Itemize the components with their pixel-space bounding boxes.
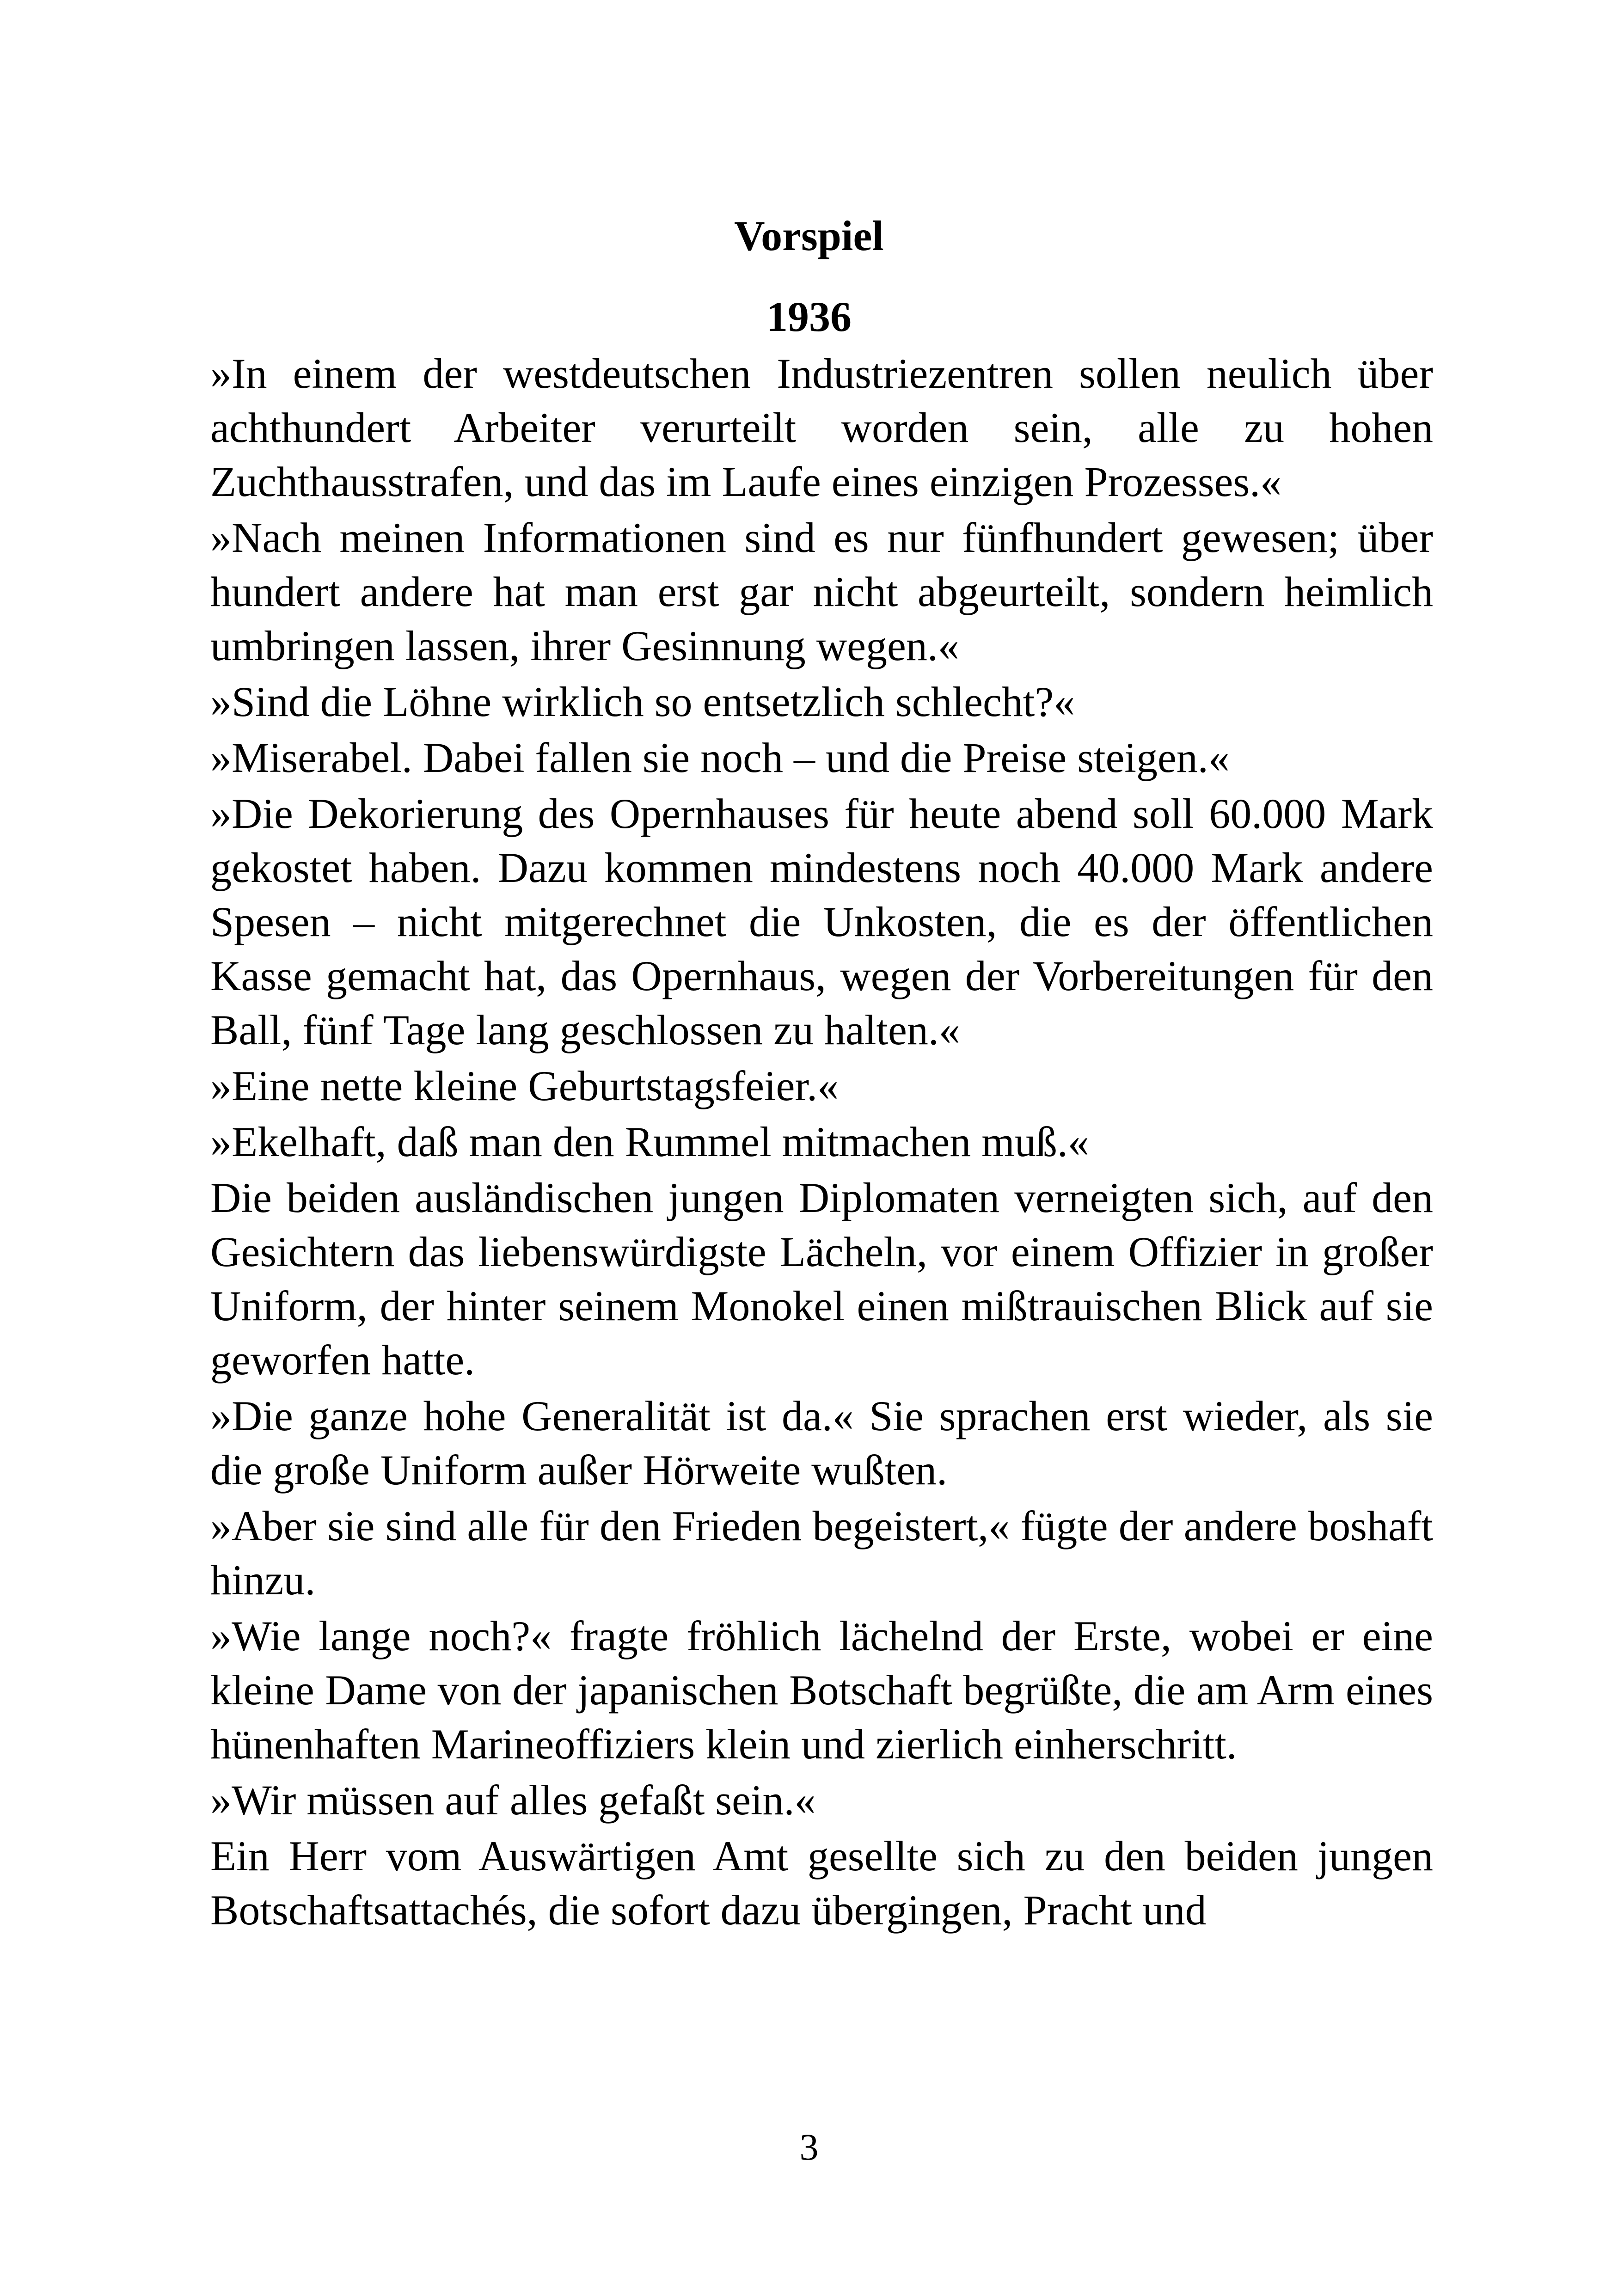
paragraph: »Wir müssen auf alles gefaßt sein.«: [210, 1776, 816, 1824]
paragraph: »Nach meinen Informationen sind es nur fünfhundert gewesen; über hundert andere hat man erst gar nicht abgeurteilt, sondern heimlich umbringen lassen, ihrer Gesinnung wegen.«: [210, 514, 1433, 669]
page-number: 3: [799, 2126, 819, 2168]
chapter-title: Vorspiel: [734, 212, 884, 259]
paragraph: »Ekelhaft, daß man den Rummel mitmachen muß.«: [210, 1118, 1089, 1165]
body-text: [210, 347, 1433, 1939]
paragraph: Die beiden ausländischen jungen Diplomaten verneigten sich, auf den Gesichtern das liebenswürdigste Lächeln, vor einem Offizier in großer Uniform, der hinter seinem Monokel einen mißtrauischen Blick auf sie geworfen hatte.: [210, 1174, 1433, 1384]
paragraph: »Sind die Löhne wirklich so entsetzlich schlecht?«: [210, 678, 1075, 725]
paragraph: Ein Herr vom Auswärtigen Amt gesellte sich zu den beiden jungen Botschaftsattachés, die sofort dazu übergingen, Pracht und: [210, 1832, 1433, 1934]
chapter-year: 1936: [766, 293, 852, 340]
paragraph: »Wie lange noch?« fragte fröhlich lächelnd der Erste, wobei er eine kleine Dame von der japanischen Botschaft begrüßte, die am Arm eines hünenhaften Marineoffiziers klein und zierlich einherschritt.: [210, 1612, 1433, 1768]
paragraph: »Die ganze hohe Generalität ist da.« Sie sprachen erst wieder, als sie die große Uniform außer Hörweite wußten.: [210, 1392, 1433, 1494]
paragraph: »Eine nette kleine Geburtstagsfeier.«: [210, 1062, 839, 1109]
paragraph: »Miserabel. Dabei fallen sie noch – und die Preise steigen.«: [210, 734, 1230, 781]
paragraph: »In einem der westdeutschen Industriezentren sollen neulich über achthundert Arbeiter verurteilt worden sein, alle zu hohen Zuchthausstrafen, und das im Laufe eines einzigen Prozesses.«: [210, 350, 1433, 505]
paragraph: »Die Dekorierung des Opernhauses für heute abend soll 60.000 Mark gekostet haben. Dazu kommen mindestens noch 40.000 Mark andere Spesen – nicht mitgerechnet die Unkosten, die es der öffentlichen Kasse gemacht hat, das Opernhaus, wegen der Vorbereitungen für den Ball, fünf Tage lang geschlossen zu halten.«: [210, 790, 1433, 1053]
paragraph: »Aber sie sind alle für den Frieden begeistert,« fügte der andere boshaft hinzu.: [210, 1502, 1433, 1604]
